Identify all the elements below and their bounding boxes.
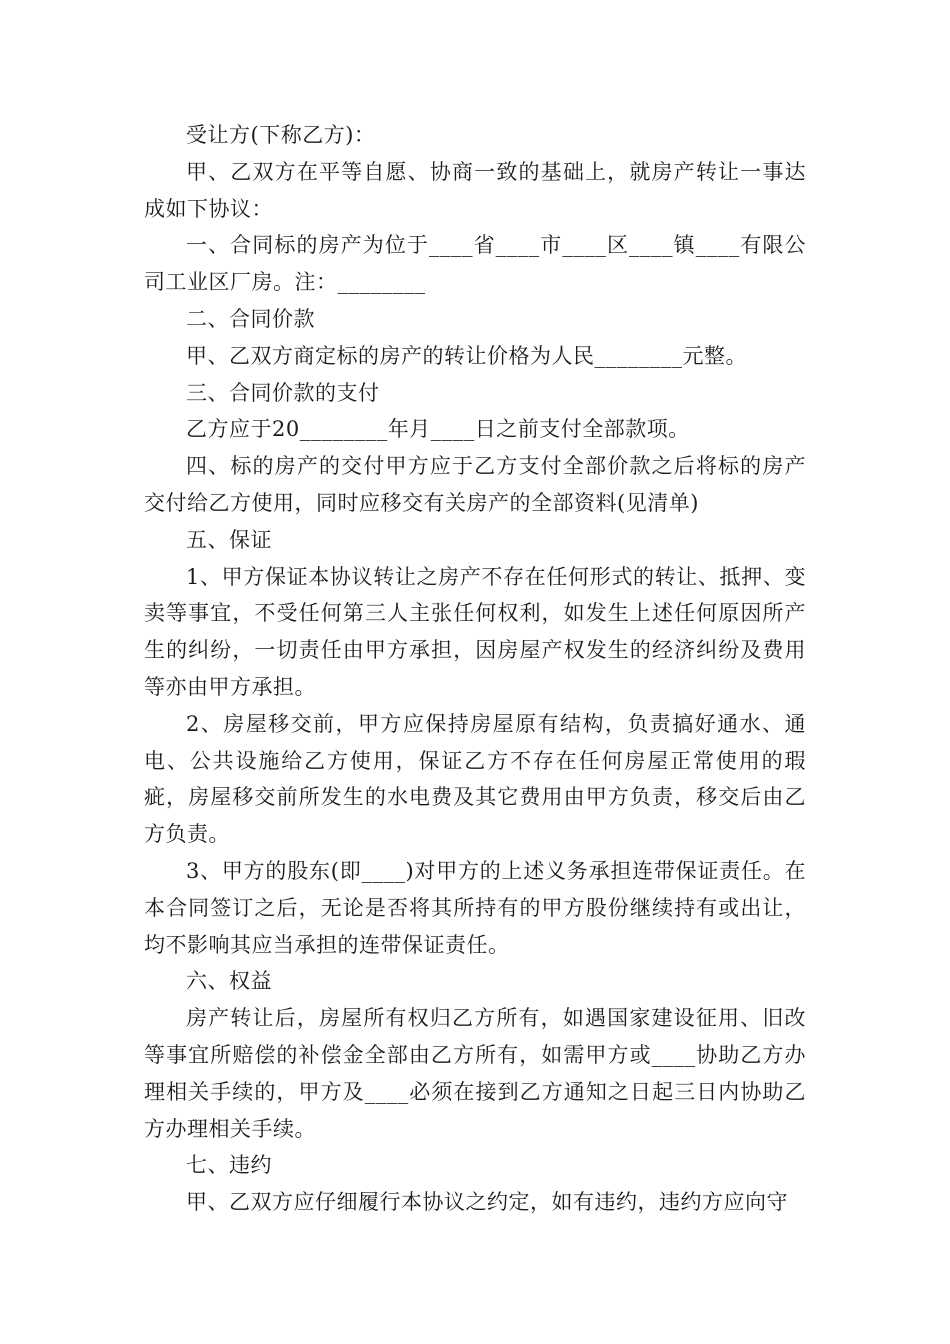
party-b-line: 受让方(下称乙方)： bbox=[186, 123, 376, 147]
document-body bbox=[144, 117, 806, 1221]
section-heading-rights: 六、权益 bbox=[186, 969, 272, 994]
section-heading-price: 二、合同价款 bbox=[186, 306, 315, 331]
clause-4-delivery: 四、标的房产的交付甲方应于乙方支付全部价款之后将标的房产交付给乙方使用，同时应移交有关房产的全部资料(见清单) bbox=[144, 454, 806, 515]
section-heading-breach: 七、违约 bbox=[186, 1153, 272, 1178]
guarantee-item-3: 3、甲方的股东(即____)对甲方的上述义务承担连带保证责任。在本合同签订之后，无论是否将其所持有的甲方股份继续持有或出让，均不影响其应当承担的连带保证责任。 bbox=[144, 858, 806, 957]
section-heading-guarantee: 五、保证 bbox=[186, 527, 272, 552]
guarantee-item-2: 2、房屋移交前，甲方应保持房屋原有结构，负责搞好通水、通电、公共设施给乙方使用，保证乙方不存在任何房屋正常使用的瑕疵，房屋移交前所发生的水电费及其它费用由甲方负责，移交后由乙方负责。 bbox=[144, 711, 806, 847]
clause-rights: 房产转让后，房屋所有权归乙方所有，如遇国家建设征用、旧改等事宜所赔偿的补偿金全部由乙方所有，如需甲方或____协助乙方办理相关手续的，甲方及____必须在接到乙方通知之日起三日内协助乙方办理相关手续。 bbox=[144, 1006, 806, 1141]
clause-price: 甲、乙双方商定标的房产的转让价格为人民________元整。 bbox=[186, 343, 747, 368]
section-heading-payment: 三、合同价款的支付 bbox=[186, 380, 380, 405]
guarantee-item-1: 1、甲方保证本协议转让之房产不存在任何形式的转让、抵押、变卖等事宜，不受任何第三人主张任何权利，如发生上述任何原因所产生的纠纷，一切责任由甲方承担，因房屋产权发生的经济纠纷及费用等亦由甲方承担。 bbox=[144, 564, 806, 699]
clause-breach: 甲、乙双方应仔细履行本协议之约定，如有违约，违约方应向守 bbox=[186, 1190, 788, 1215]
clause-1-subject-property: 一、合同标的房产为位于____省____市____区____镇____有限公司工业区厂房。注：________ bbox=[144, 233, 806, 295]
preamble-paragraph: 甲、乙双方在平等自愿、协商一致的基础上，就房产转让一事达成如下协议： bbox=[144, 159, 806, 221]
clause-payment: 乙方应于20________年月____日之前支付全部款项。 bbox=[186, 417, 690, 442]
